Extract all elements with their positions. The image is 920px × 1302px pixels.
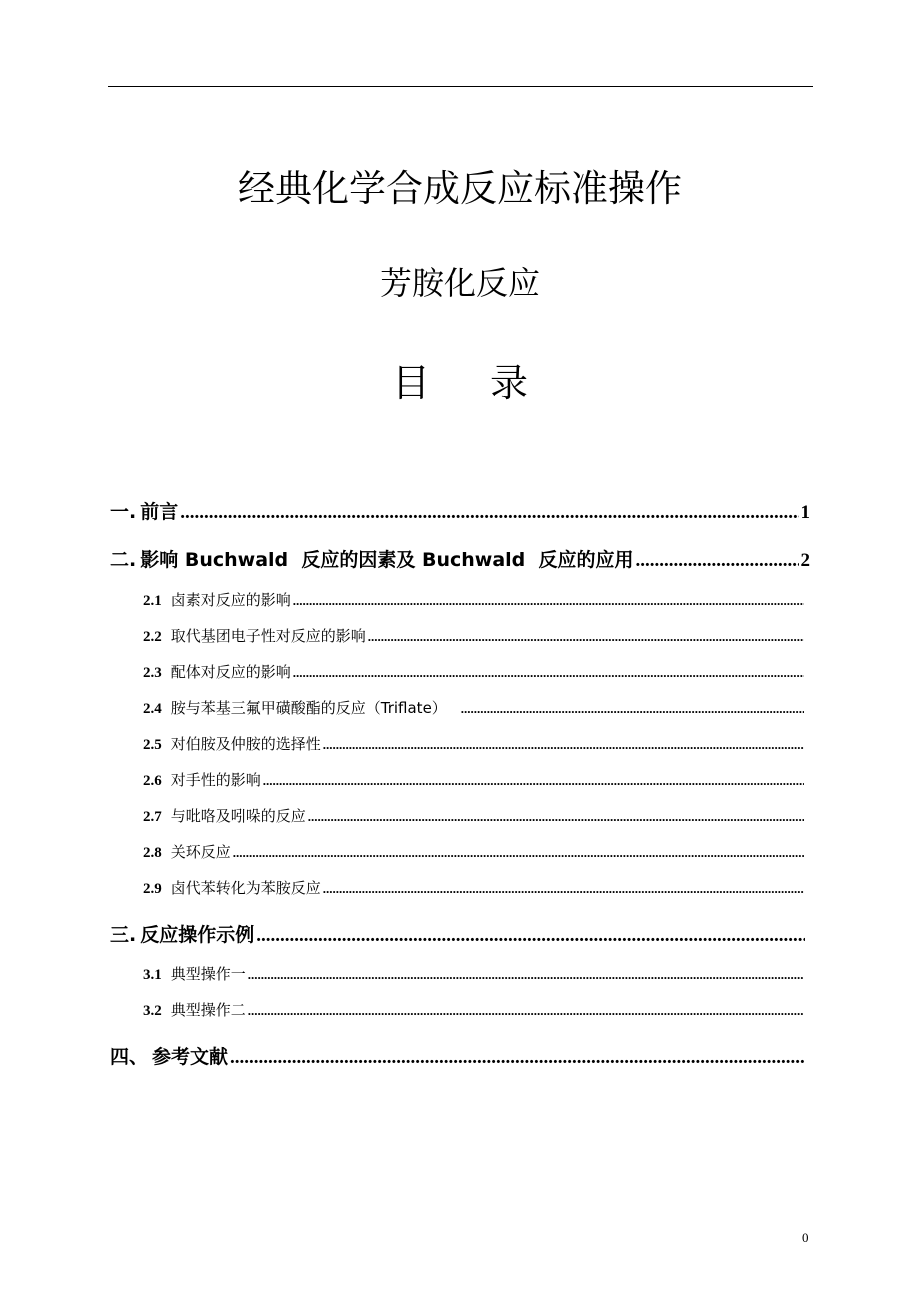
toc-entry-text: 配体对反应的影响 — [170, 663, 291, 681]
toc-entry-2-5[interactable] — [143, 733, 806, 754]
toc-entry-num: 四 — [110, 1046, 130, 1068]
toc-entry-num: 2.8 — [143, 845, 162, 861]
toc-entry-sep: . — [129, 924, 137, 946]
toc-leader-dots — [248, 967, 804, 983]
toc-leader-dots — [180, 502, 798, 524]
toc-entry-text: 反应操作示例 — [140, 924, 255, 946]
toc-entry-num: 一 — [110, 501, 130, 523]
document-subtitle: 芳胺化反应 — [379, 264, 540, 302]
toc-entry-sep: . — [129, 549, 137, 571]
toc-entry-2-7[interactable] — [143, 805, 806, 826]
toc-entry-text: 卤代苯转化为苯胺反应 — [170, 879, 321, 897]
toc-leader-dots — [323, 737, 804, 753]
toc-entry-text: 胺与苯基三氟甲磺酸酯的反应（Triflate） — [170, 699, 447, 717]
toc-entry-text: 影响 Buchwald 反应的因素及 Buchwald 反应的应用 — [140, 549, 634, 571]
toc-entry-2-4[interactable] — [143, 697, 806, 718]
toc-leader-dots — [323, 881, 804, 897]
toc-entry-3-1[interactable] — [143, 963, 806, 984]
toc-entry-num: 三 — [110, 924, 130, 946]
toc-leader-dots — [230, 1047, 805, 1069]
toc-entry-3-2[interactable] — [143, 999, 806, 1020]
toc-entry-text: 典型操作一 — [170, 965, 246, 983]
toc-entry-num: 2.7 — [143, 809, 162, 825]
toc-leader-dots — [368, 629, 804, 645]
toc-entry-2-6[interactable] — [143, 769, 806, 790]
toc-entry-text: 关环反应 — [170, 843, 231, 861]
toc-entry-2-1[interactable] — [143, 589, 806, 610]
toc-leader-dots — [233, 845, 804, 861]
toc-entry-page: 2 — [800, 550, 810, 571]
toc-entry-text: 与吡咯及吲哚的反应 — [170, 807, 306, 825]
page-number: 0 — [802, 1230, 809, 1245]
toc-entry-num: 二 — [110, 549, 130, 571]
toc-entry-num: 2.2 — [143, 629, 162, 645]
toc-leader-dots — [263, 773, 804, 789]
toc-entry-text: 对伯胺及仲胺的选择性 — [170, 735, 321, 753]
toc-entry-num: 2.3 — [143, 665, 162, 681]
document-title: 经典化学合成反应标准操作 — [238, 167, 682, 210]
toc-leader-dots — [636, 550, 799, 572]
toc-entry-num: 3.2 — [143, 1003, 162, 1019]
toc-entry-num: 2.4 — [143, 701, 162, 717]
toc-entry-num: 2.5 — [143, 737, 162, 753]
toc-entry-text: 对手性的影响 — [170, 771, 261, 789]
toc-entry-text: 前言 — [140, 501, 179, 523]
toc-entry-text: 取代基团电子性对反应的影响 — [170, 627, 366, 645]
toc-entry-sep: . — [129, 501, 137, 523]
toc-entry-text: 参考文献 — [152, 1046, 229, 1068]
toc-entry-text: 典型操作二 — [170, 1001, 246, 1019]
toc-entry-num: 2.1 — [143, 593, 162, 609]
toc-entry-buchwald[interactable] — [110, 545, 810, 572]
toc-leader-dots — [248, 1003, 804, 1019]
toc-leader-dots — [293, 665, 804, 681]
toc-leader-dots — [256, 925, 805, 947]
toc-leader-dots — [461, 701, 804, 717]
toc-entry-2-8[interactable] — [143, 841, 806, 862]
toc-entry-sep: 、 — [129, 1046, 149, 1068]
toc-leader-dots — [308, 809, 804, 825]
toc-entry-num: 3.1 — [143, 967, 162, 983]
toc-entry-preface[interactable] — [110, 497, 810, 524]
toc-entry-references[interactable] — [110, 1042, 807, 1069]
toc-leader-dots — [293, 593, 804, 609]
toc-entry-examples[interactable] — [110, 920, 807, 947]
toc-entry-page: 1 — [800, 502, 810, 523]
toc-entry-num: 2.9 — [143, 881, 162, 897]
toc-entry-2-3[interactable] — [143, 661, 806, 682]
toc-entry-num: 2.6 — [143, 773, 162, 789]
toc-entry-2-2[interactable] — [143, 625, 806, 646]
toc-entry-2-9[interactable] — [143, 877, 806, 898]
toc-heading: 目录 — [391, 361, 588, 405]
toc-entry-text: 卤素对反应的影响 — [170, 591, 291, 609]
header-rule — [108, 86, 813, 87]
